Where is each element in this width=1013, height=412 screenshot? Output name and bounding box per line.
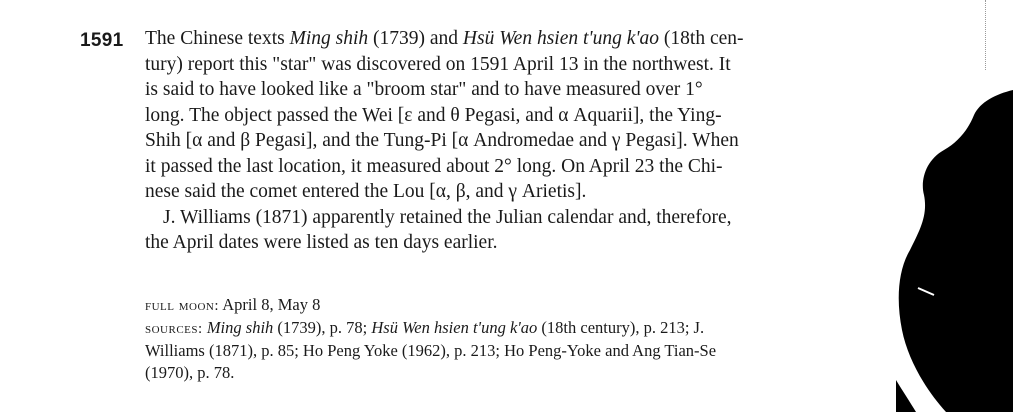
source-title-ming-shih: Ming shih bbox=[206, 318, 274, 337]
full-moon-value: April 8, May 8 bbox=[219, 295, 321, 314]
text-run: (18th century), p. 213; J. bbox=[537, 318, 705, 337]
sources-line-1 bbox=[145, 317, 835, 340]
paragraph-1-line-6: it passed the last location, it measured about 2° long. On April 23 the Chi- bbox=[145, 155, 723, 177]
sources-line-3: (1970), p. 78. bbox=[145, 363, 235, 382]
full-moon-line bbox=[145, 294, 835, 317]
scan-edge-artifact bbox=[985, 0, 992, 70]
sources-label: sources: bbox=[145, 321, 203, 337]
text-run: (18th cen- bbox=[659, 28, 744, 49]
paragraph-1-line-3: is said to have looked like a "broom star" and to have measured over 1° bbox=[145, 79, 703, 100]
paragraph-1-line-5: Shih [α and β Pegasi], and the Tung-Pi [α Andromedae and γ Pegasi]. When bbox=[145, 130, 739, 151]
paragraph-1-line-4: long. The object passed the Wei [ε and θ Pegasi, and α Aquarii], the Ying- bbox=[145, 104, 722, 126]
entry-year: 1591 bbox=[80, 30, 124, 51]
text-run: (1739), p. 78; bbox=[273, 318, 372, 337]
paragraph-2-line-1: J. Williams (1871) apparently retained the Julian calendar and, therefore, bbox=[163, 206, 732, 228]
paragraph-1-line-2: tury) report this "star" was discovered on 1591 April 13 in the northwest. It bbox=[145, 53, 731, 75]
source-title-hsu-wen: Hsü Wen hsien t'ung k'ao bbox=[371, 318, 538, 337]
sources-line-2: Williams (1871), p. 85; Ho Peng Yoke (1962), p. 213; Ho Peng-Yoke and Ang Tian-Se bbox=[145, 341, 717, 360]
scan-shadow-artifact bbox=[896, 90, 1013, 412]
entry-description bbox=[145, 26, 835, 256]
text-run: (1739) and bbox=[368, 28, 463, 49]
source-title-ming-shih: Ming shih bbox=[289, 28, 369, 49]
full-moon-label: full moon: bbox=[145, 298, 220, 314]
paragraph-1-line-7: nese said the comet entered the Lou [α, β, and γ Arietis]. bbox=[145, 181, 587, 202]
paragraph-1-line-1 bbox=[145, 26, 835, 52]
source-title-hsu-wen: Hsü Wen hsien t'ung k'ao bbox=[462, 28, 660, 49]
paragraph-2-line-2: the April dates were listed as ten days earlier. bbox=[145, 232, 498, 253]
text-run: The Chinese texts bbox=[145, 28, 290, 49]
entry-notes bbox=[145, 294, 835, 384]
